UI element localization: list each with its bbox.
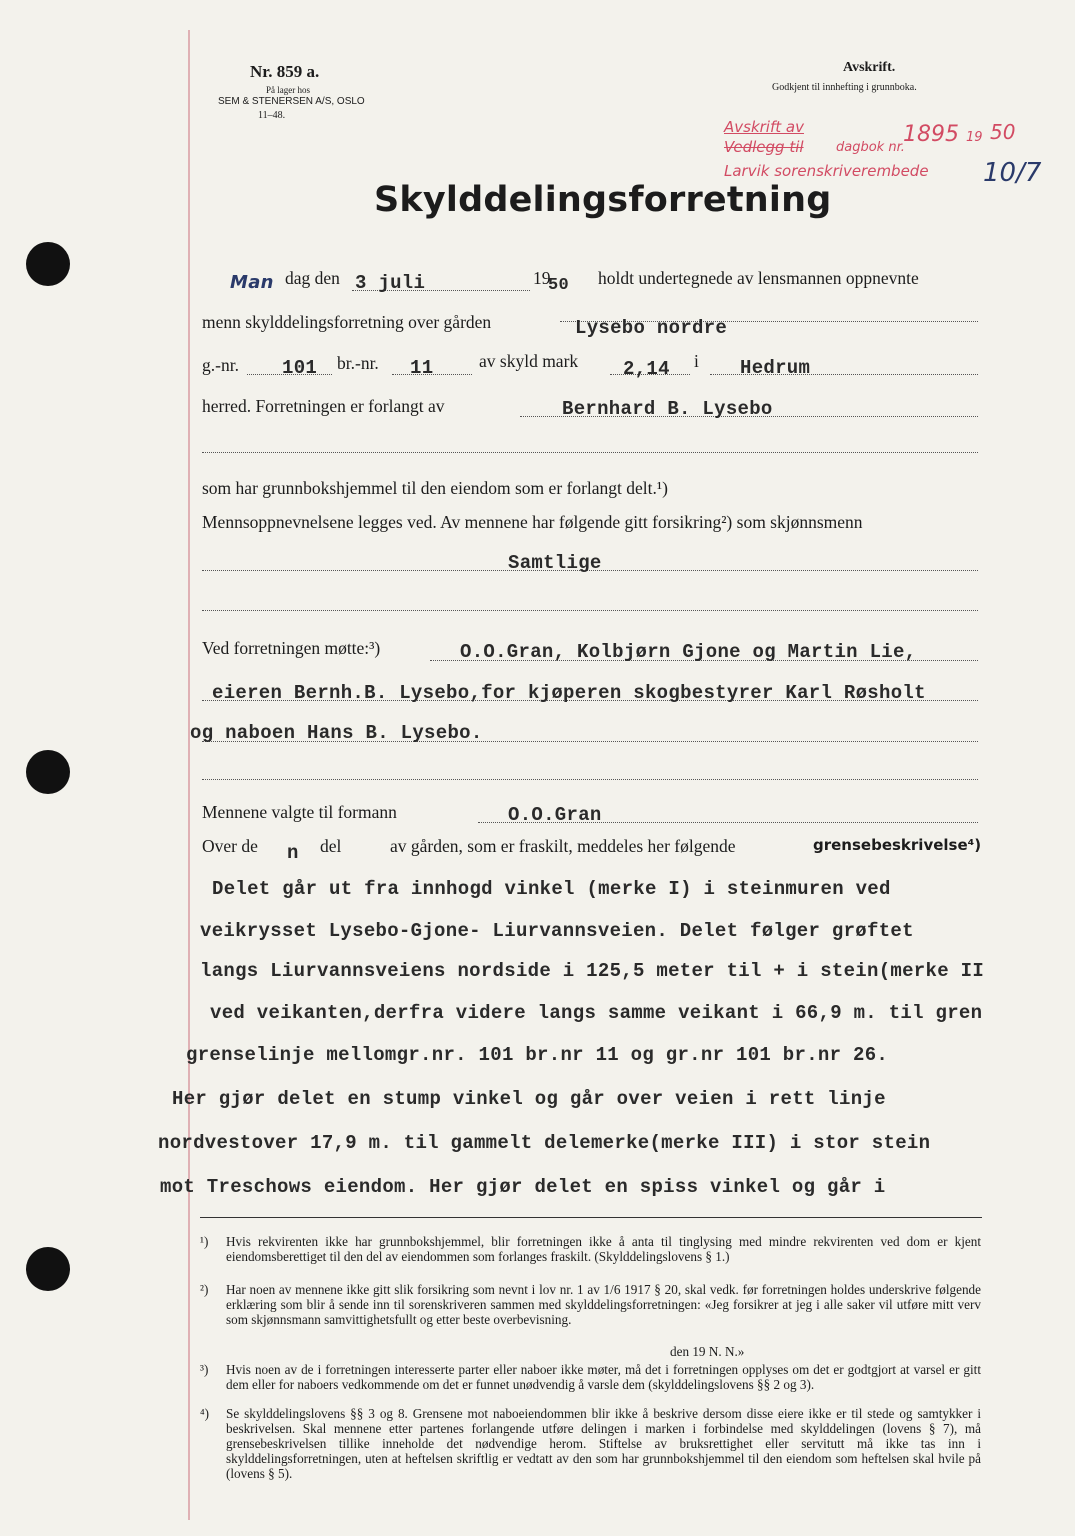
year-prefix: 19 [533, 268, 551, 288]
boundary-line-2: veikrysset Lysebo-Gjone- Liurvannsveien. Delet følger grøftet [200, 920, 914, 942]
skyld-label: av skyld mark [479, 351, 579, 371]
footnote-num: ⁴) [200, 1406, 209, 1421]
gnr-value: 101 [282, 357, 318, 379]
stamp-line2: Vedlegg til [724, 138, 804, 156]
footnote-num: ³) [200, 1362, 209, 1377]
publisher-line1: På lager hos [266, 85, 310, 95]
boundary-line-8: mot Treschows eiendom. Her gjør delet en spiss vinkel og går i [160, 1176, 886, 1198]
boundary-line-4: ved veikanten,derfra videre langs samme veikant i 66,9 m. til gren [210, 1002, 983, 1024]
herred-text: herred. Forretningen er forlangt av [202, 396, 445, 416]
boundary-line-7: nordvestover 17,9 m. til gammelt delemerke(merke III) i stor stein [158, 1132, 931, 1154]
stamp-date: 10/7 [983, 158, 1042, 188]
publisher-line3: 11–48. [258, 110, 286, 121]
requester: Bernhard B. Lysebo [562, 398, 773, 420]
held-text: holdt undertegnede av lensmannen oppnevnte [598, 268, 919, 288]
footnote-num: ¹) [200, 1234, 209, 1249]
boundary-line-3: langs Liurvannsveiens nordside i 125,5 meter til + i stein(merke II [200, 960, 985, 982]
fill-line [202, 610, 978, 611]
stamp-year-suffix: 50 [990, 120, 1016, 144]
boundary-line-6: Her gjør delet en stump vinkel og går over veien i rett linje [172, 1088, 886, 1110]
footnote-num: ²) [200, 1282, 209, 1297]
footnote-text: Har noen av mennene ikke gitt slik forsikring som nevnt i lov nr. 1 av 1/6 1917 § 20, skal vedk. før forretningen holdes underskrive følgende erklæring som blir å sende inn til sorenskriveren sammen med skylddelingsforretningen: «Jeg forsikrer at jeg i alle saker vil utføre mitt verv som skjønnsmann samvittighetsfullt og etter beste overbevisning. [226, 1282, 981, 1327]
boundary-lead: Over de [202, 836, 258, 856]
publisher-line2: SEM & STENERSEN A/S, OSLO [218, 96, 365, 107]
year-suffix: 50 [548, 276, 570, 295]
footnote-text: Hvis noen av de i forretningen interesserte parter eller naboer ikke møter, må det i forretningen opplyses om det er godtgjort at varsel er gitt dem eller for naboers vedkommende om det er funnet unødvendig å varsle dem (skylddelingslovens §§ 2 og 3). [226, 1362, 981, 1392]
margin-line [188, 30, 190, 1520]
footnote-text: Hvis rekvirenten ikke har grunnbokshjemmel, blir forretningen ikke å anta til tinglysing med mindre rekvirenten ved dom er kjent eiendomsberettiget til den del av eiendommen som forlanges fraskilt. (Skylddelingslovens § 1.) [226, 1234, 981, 1264]
stamp-line1: Avskrift av [724, 118, 804, 136]
gnr-label: g.-nr. [202, 355, 239, 375]
hjemmel-text: som har grunnbokshjemmel til den eiendom som er forlangt delt.¹) [202, 478, 668, 498]
boundary-line-1: Delet går ut fra innhogd vinkel (merke I) i steinmuren ved [212, 878, 891, 900]
farm-name: Lysebo nordre [575, 317, 728, 339]
punch-hole [26, 750, 70, 794]
day-label: dag den [285, 268, 340, 288]
chairman-label: Mennene valgte til formann [202, 802, 397, 822]
footnote-text: Se skylddelingslovens §§ 3 og 8. Grensene mot naboeiendommen blir ikke å beskrive dersom disse eiere ikke er til stede og samtykker i beskrivelsen. Skal mennene etter partenes forlangende utføre delingen i marken i forbindelse med skylddelingen (lovens § 7), må grensebeskrivelsen tillike inneholde det nødvendige herom. Stiftelse av bruksrettighet eller servitutt må ikke tas inn i skylddelingsforretningen, uten at heftelsen skriftlig er vedtatt av den som har grunnbokshjemmel til den eiendom som heftelsen skal hvile på (lovens § 5). [226, 1406, 981, 1481]
date-value: 3 juli [355, 272, 426, 294]
over-farm-text: menn skylddelingsforretning over gården [202, 312, 492, 332]
attendance-line-3: og naboen Hans B. Lysebo. [190, 722, 483, 744]
boundary-part: n [287, 842, 299, 864]
stamp-line3: Larvik sorenskriverembede [724, 162, 929, 180]
boundary-del: del [320, 836, 342, 856]
punch-hole [26, 1247, 70, 1291]
oath-text: Mennsoppnevnelsene legges ved. Av mennene har følgende gitt forsikring²) som skjønnsmenn [202, 512, 863, 532]
copy-title: Avskrift. [843, 60, 896, 75]
boundary-text: av gården, som er fraskilt, meddeles her følgende [390, 836, 736, 856]
skyld-value: 2,14 [623, 358, 670, 380]
document-title: Skylddelingsforretning [374, 180, 832, 220]
weekday: Man [230, 272, 274, 293]
form-number: Nr. 859 a. [250, 62, 320, 81]
attendance-line-2: eieren Bernh.B. Lysebo,for kjøperen skogbestyrer Karl Røsholt [212, 682, 926, 704]
punch-hole [26, 242, 70, 286]
attendance-line-1: O.O.Gran, Kolbjørn Gjone og Martin Lie, [460, 641, 917, 663]
in-label: i [694, 351, 699, 371]
fill-line [202, 452, 978, 453]
approval-note: Godkjent til innhefting i grunnboka. [772, 82, 917, 93]
footnote-text: den 19 N. N.» [670, 1344, 745, 1359]
dagbok-number: 1895 [903, 122, 959, 147]
boundary-bold: grensebeskrivelse⁴) [813, 836, 982, 854]
oath-men: Samtlige [508, 552, 602, 574]
boundary-line-5: grenselinje mellomgr.nr. 101 br.nr 11 og gr.nr 101 br.nr 26. [186, 1044, 889, 1066]
bnr-value: 11 [410, 357, 434, 379]
dagbok-label: dagbok nr. [836, 140, 905, 155]
attendance-label: Ved forretningen møtte:³) [202, 638, 381, 658]
municipality: Hedrum [740, 357, 811, 379]
stamp-year-prefix: 19 [966, 130, 983, 145]
bnr-label: br.-nr. [337, 353, 379, 373]
chairman-name: O.O.Gran [508, 804, 602, 826]
fill-line [202, 779, 978, 780]
footnote-rule [200, 1217, 982, 1218]
